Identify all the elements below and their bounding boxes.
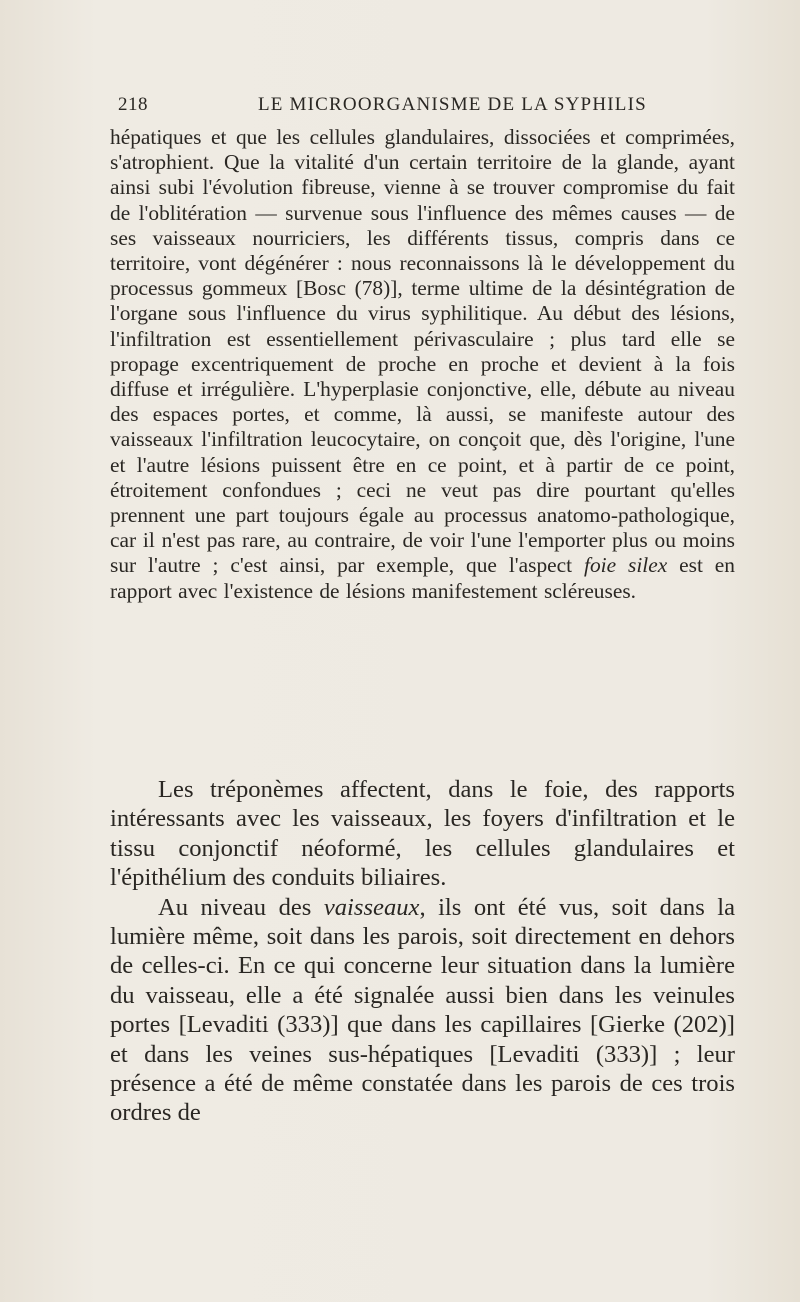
running-title: LE MICROORGANISME DE LA SYPHILIS — [258, 94, 647, 115]
small-print-text-end: est en rapport avec l'existence de lésions manifestement scléreuses. — [110, 553, 735, 603]
small-print-paragraph — [110, 125, 735, 604]
paragraph-treponemes: Les tréponèmes affectent, dans le foie, des rapports intéressants avec les vaisseaux, les foyers d'infiltration et le tissu conjonctif néoformé, les cellules glandulaires et l'épithélium des conduits biliaires. — [110, 776, 735, 892]
paragraph-vaisseaux-text: , ils ont été vus, soit dans la lumière même, soit dans les parois, soit directement en dehors de celles-ci. En ce qui concerne leur situation dans la lumière du vaisseau, elle a été signalée aussi bien dans les veinules portes [Levaditi (333)] que dans les capillaires [Gierke (202)] et dans les veines sus-hépatiques [Levaditi (333)] ; leur présence a été de même constatée dans les parois de ces trois ordres de — [110, 893, 735, 1127]
italic-term-foie-silex: foie silex — [584, 553, 668, 578]
large-print-section — [110, 775, 735, 1128]
page-header — [118, 94, 728, 120]
italic-term-vaisseaux: vaisseaux — [323, 893, 420, 921]
small-print-section — [110, 125, 735, 604]
paragraph-vaisseaux-start: Au niveau des — [158, 893, 324, 921]
paragraph-vaisseaux — [110, 893, 735, 1128]
small-print-text: hépatiques et que les cellules glandulaires, dissociées et comprimées, s'atrophient. Que la vitalité d'un certain territoire de la glande, ayant ainsi subi l'évolution fibreuse, vienne à se trouver compromise du fait de l'oblitération — survenue sous l'influence des mêmes causes — de ses vaisseaux nourriciers, les différents tissus, compris dans ce territoire, vont dégénérer : nous reconnaissons là le développement du processus gommeux [Bosc (78)], terme ultime de la désintégration de l'organe sous l'influence du virus syphilitique. Au début des lésions, l'infiltration est essentiellement périvasculaire ; plus tard elle se propage excentriquement de proche en proche et devient à la fois diffuse et irrégulière. L'hyperplasie conjonctive, elle, débute au niveau des espaces portes, et comme, là aussi, se manifeste autour des vaisseaux l'infiltration leucocytaire, on conçoit que, dès l'origine, l'une et l'autre lésions puissent être en ce point, et à partir de ce point, étroitement confondues ; ceci ne veut pas dire pourtant qu'elles prennent une part toujours égale au processus anatomo-pathologique, car il n'est pas rare, au contraire, de voir l'une l'emporter plus ou moins sur l'autre ; c'est ainsi, par exemple, que l'aspect — [110, 125, 735, 578]
page-number: 218 — [118, 94, 148, 115]
